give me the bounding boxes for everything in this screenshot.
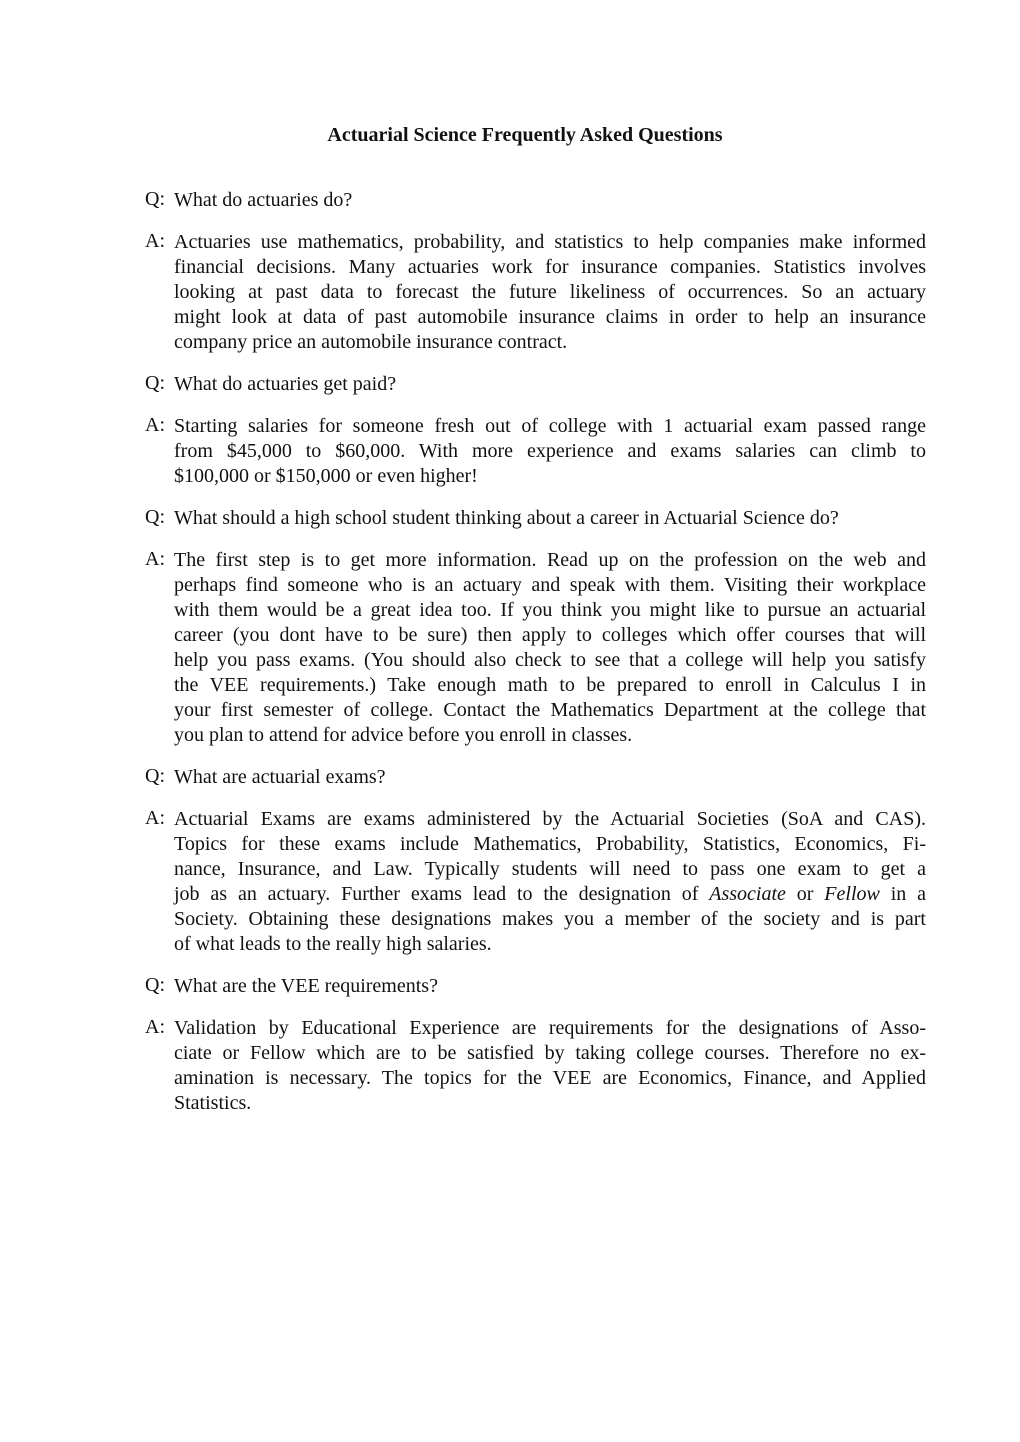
faq-question (145, 765, 926, 790)
text-line: from $45,000 to $60,000. With more experience and exams salaries can climb to (174, 440, 926, 462)
text-line: career (you dont have to be sure) then apply to colleges which offer courses that will (174, 624, 926, 646)
faq-answer (145, 1016, 926, 1116)
answer-label: A: (145, 1016, 165, 1038)
faq-question (145, 506, 926, 531)
faq-question (145, 372, 926, 397)
answer-label: A: (145, 548, 165, 570)
faq-answer (145, 230, 926, 355)
question-label: Q: (145, 974, 165, 996)
text-line: ciate or Fellow which are to be satisfied by taking college courses. Therefore no ex- (174, 1042, 926, 1064)
text-line: What are actuarial exams? (174, 766, 386, 788)
text-line: nance, Insurance, and Law. Typically students will need to pass one exam to get a (174, 858, 926, 880)
text-segment: or (785, 883, 825, 905)
text-line: $100,000 or $150,000 or even higher! (174, 465, 478, 487)
text-line: Topics for these exams include Mathematics, Probability, Statistics, Economics, Fi- (174, 833, 926, 855)
answer-label: A: (145, 230, 165, 252)
faq-question (145, 974, 926, 999)
text-line: financial decisions. Many actuaries work for insurance companies. Statistics involves (174, 256, 926, 278)
text-line: looking at past data to forecast the future likeliness of occurrences. So an actuary (174, 281, 926, 303)
text-line: Starting salaries for someone fresh out of college with 1 actuarial exam passed range (174, 415, 926, 437)
text-line: perhaps find someone who is an actuary and speak with them. Visiting their workplace (174, 574, 926, 596)
text-line: Actuarial Exams are exams administered by the Actuarial Societies (SoA and CAS). (174, 808, 926, 830)
emphasized-term: Fellow (824, 883, 880, 905)
question-label: Q: (145, 188, 165, 210)
text-line: help you pass exams. (You should also check to see that a college will help you satisfy (174, 649, 926, 671)
text-line: your first semester of college. Contact the Mathematics Department at the college that (174, 699, 926, 721)
question-label: Q: (145, 506, 165, 528)
answer-label: A: (145, 807, 165, 829)
text-line (174, 882, 926, 907)
document-title: Actuarial Science Frequently Asked Questions (327, 124, 723, 146)
text-line: amination is necessary. The topics for the VEE are Economics, Finance, and Applied (174, 1067, 926, 1089)
text-line: might look at data of past automobile insurance claims in order to help an insurance (174, 306, 926, 328)
text-line: Society. Obtaining these designations makes you a member of the society and is part (174, 908, 926, 930)
text-line: Actuaries use mathematics, probability, and statistics to help companies make informed (174, 231, 926, 253)
text-line: of what leads to the really high salaries. (174, 933, 492, 955)
emphasized-term: Associate (709, 883, 786, 905)
faq-question (145, 188, 926, 213)
text-line: company price an automobile insurance contract. (174, 331, 568, 353)
text-line: The first step is to get more information. Read up on the profession on the web and (174, 549, 926, 571)
question-label: Q: (145, 372, 165, 394)
text-segment: job as an actuary. Further exams lead to the designation of (174, 883, 710, 905)
text-line: Validation by Educational Experience are requirements for the designations of Asso- (174, 1017, 926, 1039)
text-line: with them would be a great idea too. If you think you might like to pursue an actuarial (174, 599, 926, 621)
text-line: you plan to attend for advice before you enroll in classes. (174, 724, 633, 746)
text-line: What do actuaries do? (174, 189, 353, 211)
faq-answer (145, 414, 926, 489)
text-segment: in a (879, 883, 926, 905)
text-line: What do actuaries get paid? (174, 373, 397, 395)
text-line: Statistics. (174, 1092, 252, 1114)
faq-answer (145, 807, 926, 957)
faq-list (145, 188, 926, 1133)
text-line: What should a high school student thinking about a career in Actuarial Science do? (174, 507, 839, 529)
question-label: Q: (145, 765, 165, 787)
text-line: What are the VEE requirements? (174, 975, 438, 997)
text-line: the VEE requirements.) Take enough math to be prepared to enroll in Calculus I in (174, 674, 926, 696)
answer-label: A: (145, 414, 165, 436)
faq-answer (145, 548, 926, 748)
